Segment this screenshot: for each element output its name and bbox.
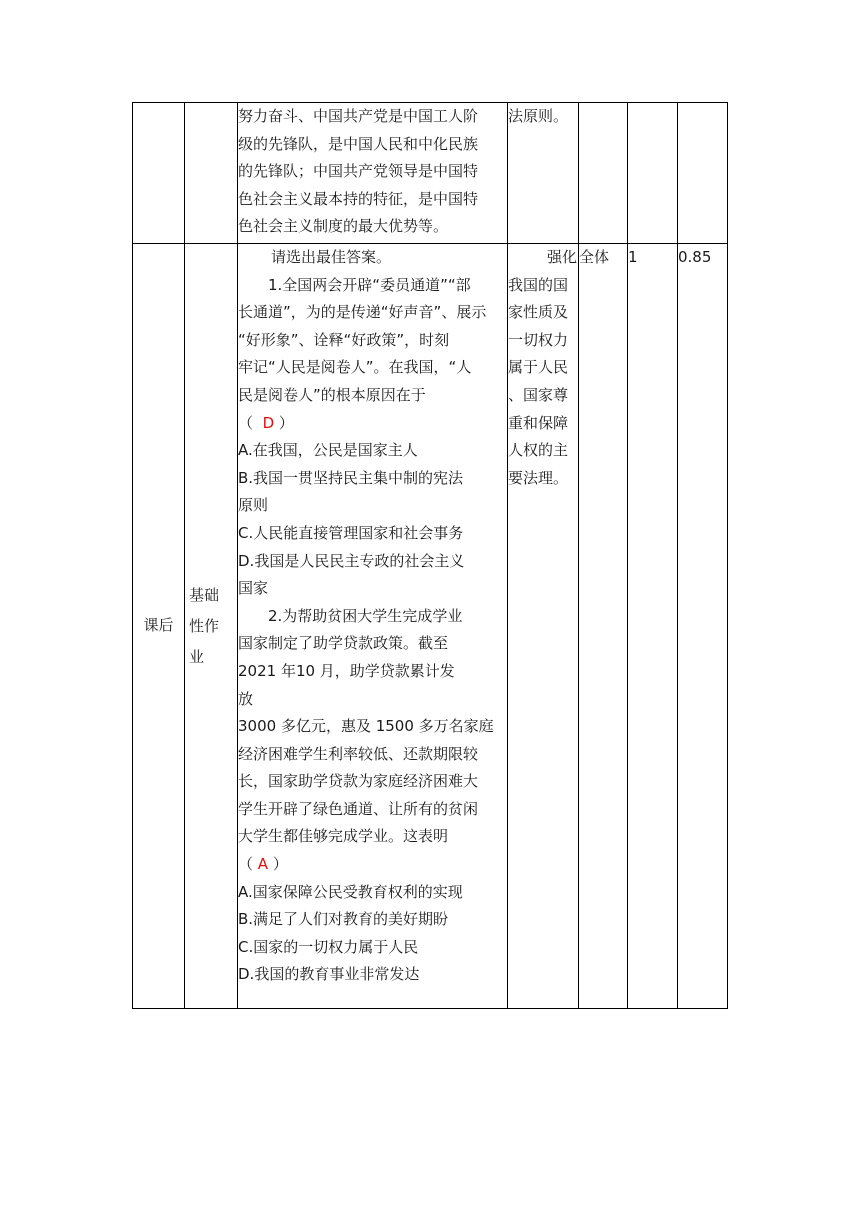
- instruction-text: 请选出最佳答案。: [271, 248, 392, 266]
- paren-close: ）: [278, 413, 294, 432]
- intent-line: 人权的主: [508, 441, 569, 460]
- intent-line: 、国家尊: [508, 385, 569, 404]
- level-cell-empty: [185, 103, 238, 244]
- level-cell: [185, 244, 238, 1009]
- stage-label: 课后: [143, 616, 174, 635]
- answer-line: [238, 851, 507, 879]
- question-line: 民是阅卷人”的根本原因在于: [238, 385, 426, 404]
- intent-text: 法原则。: [508, 107, 569, 125]
- question-line: 大学生都佳够完成学业。这表明: [238, 827, 449, 846]
- option-line: D.我国是人民民主专政的社会主义: [238, 551, 465, 570]
- content-cell: [238, 103, 508, 244]
- option-line: 国家: [238, 579, 269, 598]
- question-line: 放: [238, 689, 254, 708]
- option-line: C.人民能直接管理国家和社会事务: [238, 523, 464, 542]
- question-line: 学生开辟了绿色通道、让所有的贫闲: [238, 799, 479, 818]
- target-text: 全体: [579, 248, 610, 266]
- answer-mark: D: [262, 413, 275, 432]
- difficulty-cell: [678, 244, 728, 1009]
- count-text: 1: [628, 248, 638, 266]
- level-line: 业: [189, 647, 205, 666]
- intent-line: 一切权力: [508, 330, 569, 349]
- question-line: 长，国家助学贷款为家庭经济困难大: [238, 772, 479, 791]
- intent-line: 家性质及: [508, 303, 569, 322]
- content-line: 的先锋队；中国共产党领导是中国特: [238, 162, 479, 181]
- intent-line: 属于人民: [508, 358, 569, 377]
- paren-close: ）: [272, 855, 288, 874]
- homework-table: [132, 102, 728, 1009]
- stage-cell-empty: [133, 103, 185, 244]
- question-line: 牢记“人民是阅卷人”。在我国，“人: [238, 358, 472, 377]
- count-cell: [628, 244, 678, 1009]
- option-line: C.国家的一切权力属于人民: [238, 937, 419, 956]
- answer-line: [238, 410, 507, 438]
- target-cell-empty: [579, 103, 628, 244]
- content-line: 色社会主义制度的最大优势等。: [238, 217, 449, 236]
- paren-open: （: [238, 413, 254, 432]
- intent-cell: [508, 244, 579, 1009]
- option-line: D.我国的教育事业非常发达: [238, 965, 420, 984]
- questions-cell: [238, 244, 508, 1009]
- question-line: 长通道”，为的是传递“好声音”、展示: [238, 303, 487, 322]
- question-line: 1.全国两会开辟“委员通道”“部: [268, 275, 471, 294]
- question-line: 2.为帮助贫困大学生完成学业: [268, 606, 463, 625]
- content-line: 色社会主义最本持的特征，是中国特: [238, 189, 479, 208]
- table-row: [133, 103, 728, 244]
- target-cell: [579, 244, 628, 1009]
- count-cell-empty: [628, 103, 678, 244]
- paren-open: （: [238, 855, 254, 874]
- intent-line: 我国的国: [508, 275, 569, 294]
- content-line: 努力奋斗、中国共产党是中国工人阶: [238, 107, 479, 125]
- table-row: [133, 244, 728, 1009]
- intent-cell: [508, 103, 579, 244]
- question-line: 经济困难学生利率较低、还款期限较: [238, 744, 479, 763]
- stage-cell: [133, 244, 185, 1009]
- intent-line: 强化: [546, 248, 577, 266]
- option-line: 原则: [238, 496, 269, 515]
- question-line: 3000 多亿元，惠及 1500 多万名家庭: [238, 717, 494, 736]
- content-line: 级的先锋队，是中国人民和中化民族: [238, 134, 479, 153]
- question-line: 国家制定了助学贷款政策。截至: [238, 634, 449, 653]
- option-line: B.满足了人们对教育的美好期盼: [238, 910, 449, 929]
- question-line: 2021 年10 月，助学贷款累计发: [238, 661, 455, 680]
- level-line: 性作: [189, 616, 220, 635]
- option-line: B.我国一贯坚持民主集中制的宪法: [238, 468, 464, 487]
- difficulty-text: 0.85: [678, 248, 712, 266]
- option-line: A.国家保障公民受教育权利的实现: [238, 882, 463, 901]
- answer-mark: A: [257, 855, 269, 874]
- intent-line: 要法理。: [508, 468, 569, 487]
- level-line: 基础: [189, 585, 220, 604]
- question-line: “好形象”、诠释“好政策”，时刻: [238, 330, 450, 349]
- intent-line: 重和保障: [508, 413, 569, 432]
- difficulty-cell-empty: [678, 103, 728, 244]
- option-line: A.在我国，公民是国家主人: [238, 441, 418, 460]
